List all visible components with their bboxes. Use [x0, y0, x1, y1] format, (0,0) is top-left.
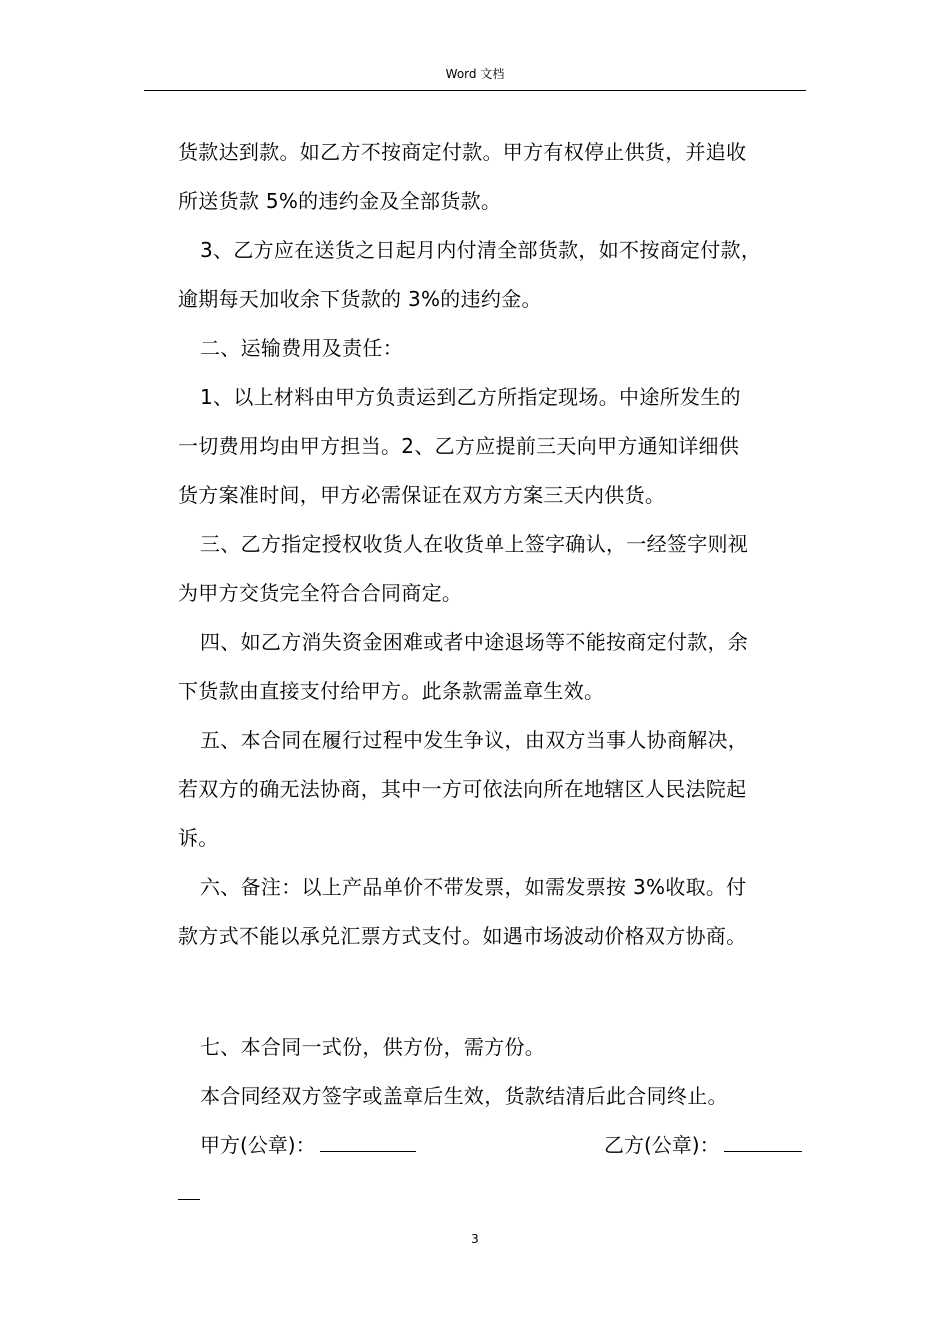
- paragraph-line: 货款达到款。如乙方不按商定付款。甲方有权停止供货，并追收: [178, 140, 747, 164]
- document-body-lower: [178, 1023, 806, 1121]
- paragraph-line: 货方案准时间，甲方必需保证在双方方案三天内供货。: [178, 483, 666, 507]
- party-b-blank: [724, 1133, 802, 1152]
- paragraph-line: 下货款由直接支付给甲方。此条款需盖章生效。: [178, 679, 605, 703]
- paragraph-line: 3、乙方应在送货之日起月内付清全部货款，如不按商定付款，: [200, 238, 762, 262]
- party-b-label: 乙方(公章)：: [604, 1133, 720, 1157]
- paragraph-line: 七、本合同一式份，供方份，需方份。: [200, 1035, 546, 1059]
- section-heading: 二、运输费用及责任：: [200, 336, 403, 360]
- party-b-signature: [604, 1121, 802, 1170]
- paragraph-line: 三、乙方指定授权收货人在收货单上签字确认，一经签字则视: [200, 532, 749, 556]
- page-number: 3: [471, 1232, 479, 1246]
- paragraph-line: 逾期每天加收余下货款的 3%的违约金。: [178, 287, 542, 311]
- party-a-label: 甲方(公章)：: [200, 1133, 316, 1157]
- paragraph-line: 若双方的确无法协商，其中一方可依法向所在地辖区人民法院起: [178, 777, 747, 801]
- paragraph-line: 本合同经双方签字或盖章后生效，货款结清后此合同终止。: [200, 1084, 728, 1108]
- paragraph-line: 一切费用均由甲方担当。2、乙方应提前三天向甲方通知详细供: [178, 434, 740, 458]
- paragraph-line: 为甲方交货完全符合合同商定。: [178, 581, 463, 605]
- paragraph-line: 诉。: [178, 826, 219, 850]
- party-a-signature: [200, 1121, 416, 1170]
- paragraph-line: 1、以上材料由甲方负责运到乙方所指定现场。中途所发生的: [200, 385, 741, 409]
- party-a-blank: [320, 1133, 416, 1152]
- paragraph-line: 四、如乙方消失资金困难或者中途退场等不能按商定付款，余: [200, 630, 749, 654]
- party-b-blank-continued: [178, 1199, 200, 1200]
- paragraph-line: 款方式不能以承兑汇票方式支付。如遇市场波动价格双方协商。: [178, 924, 747, 948]
- page-header: [144, 62, 806, 91]
- document-body: [178, 128, 806, 961]
- paragraph-line: 六、备注：以上产品单价不带发票，如需发票按 3%收取。付: [200, 875, 747, 899]
- paragraph-line: 五、本合同在履行过程中发生争议，由双方当事人协商解决，: [200, 728, 749, 752]
- paragraph-line: 所送货款 5%的违约金及全部货款。: [178, 189, 502, 213]
- header-title: Word 文档: [445, 67, 505, 81]
